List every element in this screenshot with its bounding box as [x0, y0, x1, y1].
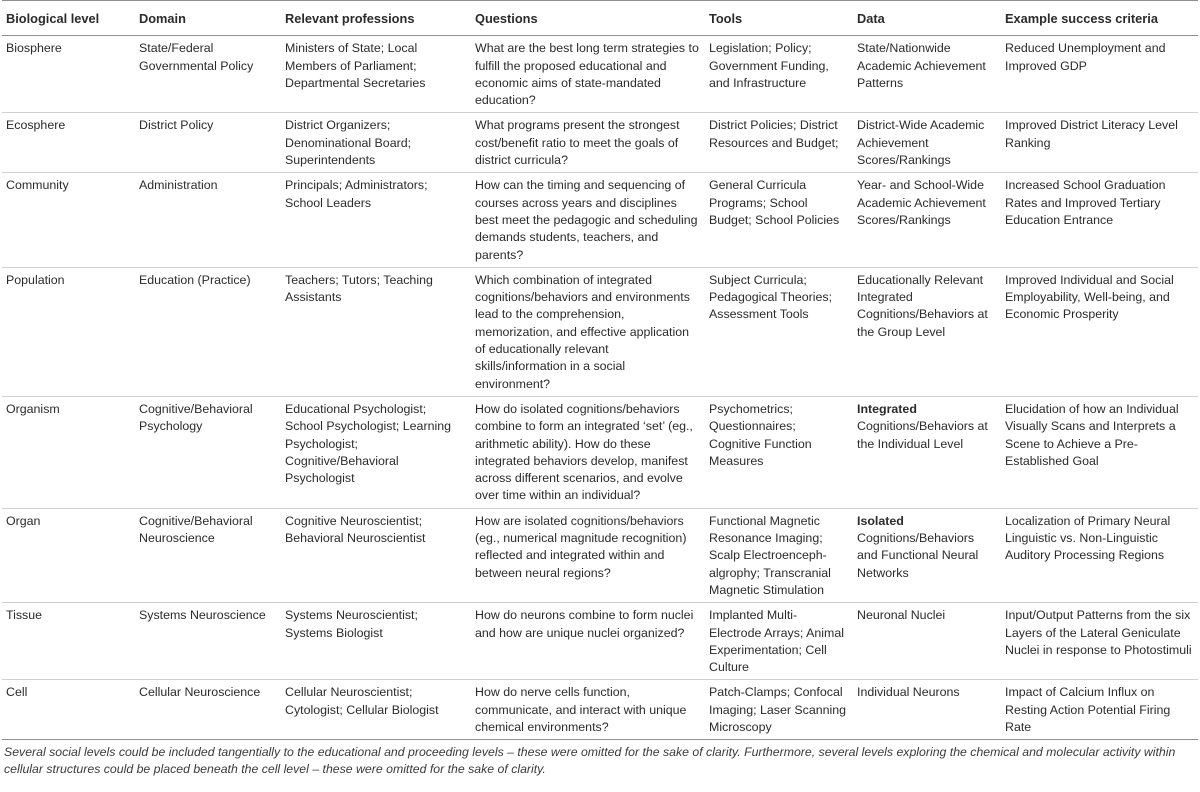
- cell-relevant-professions: Teachers; Tutors; Teaching Assistants: [281, 267, 471, 396]
- cell-tools: Subject Curricula; Pedagogical Theories; Assessment Tools: [705, 267, 853, 396]
- header-relevant-professions: Relevant professions: [281, 1, 471, 36]
- cell-questions: How do isolated cognitions/behaviors combine to form an integrated ‘set’ (eg., arithmetic ability). How do these integrated behaviors develop, manifest across different scenarios, and evolve over time within an individual?: [471, 396, 705, 508]
- cell-tools: District Policies; District Resources and Budget;: [705, 113, 853, 173]
- header-biological-level: Biological level: [2, 1, 135, 36]
- cell-example-success-criteria: Improved Individual and Social Employability, Well-being, and Economic Prosperity: [1001, 267, 1198, 396]
- cell-biological-level: Organ: [2, 508, 135, 602]
- cell-relevant-professions: Principals; Administrators; School Leaders: [281, 173, 471, 267]
- data-text: State/Nationwide Academic Achievement Patterns: [857, 41, 986, 90]
- table-row: [2, 267, 1198, 396]
- cell-tools: Legislation; Policy; Government Funding, and Infrastructure: [705, 36, 853, 113]
- cell-domain: State/Federal Governmental Policy: [135, 36, 281, 113]
- header-example-success-criteria: Example success criteria: [1001, 1, 1198, 36]
- cell-biological-level: Cell: [2, 680, 135, 740]
- cell-example-success-criteria: Improved District Literacy Level Ranking: [1001, 113, 1198, 173]
- table-row: [2, 508, 1198, 602]
- table-body: [2, 36, 1198, 740]
- cell-tools: Implanted Multi-Electrode Arrays; Animal Experimentation; Cell Culture: [705, 603, 853, 680]
- cell-relevant-professions: Cellular Neuroscientist; Cytologist; Cellular Biologist: [281, 680, 471, 740]
- cell-questions: How do neurons combine to form nuclei and how are unique nuclei organized?: [471, 603, 705, 680]
- header-data: Data: [853, 1, 1001, 36]
- cell-data: [853, 113, 1001, 173]
- table-row: [2, 113, 1198, 173]
- header-row: [2, 1, 1198, 36]
- biological-levels-table: [2, 0, 1198, 740]
- cell-example-success-criteria: Increased School Graduation Rates and Improved Tertiary Education Entrance: [1001, 173, 1198, 267]
- cell-biological-level: Biosphere: [2, 36, 135, 113]
- cell-tools: Patch-Clamps; Confocal Imaging; Laser Scanning Microscopy: [705, 680, 853, 740]
- data-text: District-Wide Academic Achievement Scores/Rankings: [857, 118, 985, 168]
- cell-biological-level: Population: [2, 267, 135, 396]
- cell-example-success-criteria: Reduced Unemployment and Improved GDP: [1001, 36, 1198, 113]
- cell-example-success-criteria: Elucidation of how an Individual Visually Scans and Interprets a Scene to Achieve a Pre-Established Goal: [1001, 396, 1198, 508]
- table-row: [2, 396, 1198, 508]
- data-text: Neuronal Nuclei: [857, 608, 946, 623]
- cell-relevant-professions: Cognitive Neuroscientist; Behavioral Neuroscientist: [281, 508, 471, 602]
- cell-tools: General Curricula Programs; School Budget; School Policies: [705, 173, 853, 267]
- table-footnote: Several social levels could be included tangentially to the educational and proceeding levels – these were omitted for the sake of clarity. Furthermore, several levels exploring the chemical and molecular activity within cellular structures could be placed beneath the cell level – these were omitted for the sake of clarity.: [4, 745, 1176, 777]
- cell-relevant-professions: Educational Psychologist; School Psychologist; Learning Psychologist; Cognitive/Behavioral Psychologist: [281, 396, 471, 508]
- header-tools: Tools: [705, 1, 853, 36]
- cell-example-success-criteria: Impact of Calcium Influx on Resting Action Potential Firing Rate: [1001, 680, 1198, 740]
- data-text: Cognitions/Behaviors at the Individual Level: [857, 419, 988, 451]
- cell-domain: District Policy: [135, 113, 281, 173]
- cell-data: [853, 36, 1001, 113]
- table-row: [2, 173, 1198, 267]
- cell-domain: Education (Practice): [135, 267, 281, 396]
- header-domain: Domain: [135, 1, 281, 36]
- cell-example-success-criteria: Localization of Primary Neural Linguistic vs. Non-Linguistic Auditory Processing Regions: [1001, 508, 1198, 602]
- table-row: [2, 680, 1198, 740]
- data-emphasis: Integrated: [857, 401, 917, 416]
- cell-biological-level: Tissue: [2, 603, 135, 680]
- data-emphasis: Isolated: [857, 513, 904, 528]
- cell-biological-level: Organism: [2, 396, 135, 508]
- cell-questions: Which combination of integrated cognitions/behaviors and environments lead to the comprehension, memorization, and effective application of educationally relevant skills/information in a social environment?: [471, 267, 705, 396]
- cell-questions: What programs present the strongest cost/benefit ratio to meet the goals of district curricula?: [471, 113, 705, 173]
- table-row: [2, 36, 1198, 113]
- cell-biological-level: Community: [2, 173, 135, 267]
- cell-tools: Functional Magnetic Resonance Imaging; Scalp Electroenceph-algrophy; Transcranial Magnetic Stimulation: [705, 508, 853, 602]
- cell-relevant-professions: Ministers of State; Local Members of Parliament; Departmental Secretaries: [281, 36, 471, 113]
- data-text: Year- and School-Wide Academic Achievement Scores/Rankings: [857, 178, 986, 227]
- cell-data: [853, 396, 1001, 508]
- cell-domain: Cellular Neuroscience: [135, 680, 281, 740]
- table-row: [2, 603, 1198, 680]
- cell-data: [853, 173, 1001, 267]
- data-text: Individual Neurons: [857, 685, 960, 700]
- data-text: Cognitions/Behaviors and Functional Neural Networks: [857, 531, 979, 580]
- cell-tools: Psychometrics; Questionnaires; Cognitive Function Measures: [705, 396, 853, 508]
- cell-relevant-professions: Systems Neuroscientist; Systems Biologist: [281, 603, 471, 680]
- table-header: [2, 1, 1198, 36]
- cell-questions: How do nerve cells function, communicate, and interact with unique chemical environments?: [471, 680, 705, 740]
- cell-questions: What are the best long term strategies to fulfill the proposed educational and economic aims of state-mandated education?: [471, 36, 705, 113]
- cell-domain: Cognitive/Behavioral Psychology: [135, 396, 281, 508]
- cell-data: [853, 603, 1001, 680]
- cell-domain: Administration: [135, 173, 281, 267]
- cell-domain: Systems Neuroscience: [135, 603, 281, 680]
- cell-questions: How are isolated cognitions/behaviors (eg., numerical magnitude recognition) reflected and integrated within and between neural regions?: [471, 508, 705, 602]
- header-questions: Questions: [471, 1, 705, 36]
- cell-relevant-professions: District Organizers; Denominational Board; Superintendents: [281, 113, 471, 173]
- cell-domain: Cognitive/Behavioral Neuroscience: [135, 508, 281, 602]
- cell-data: [853, 680, 1001, 740]
- cell-data: [853, 267, 1001, 396]
- cell-questions: How can the timing and sequencing of courses across years and disciplines best meet the pedagogic and scheduling demands students, teachers, and parents?: [471, 173, 705, 267]
- cell-biological-level: Ecosphere: [2, 113, 135, 173]
- data-text: Educationally Relevant Integrated Cognitions/Behaviors at the Group Level: [857, 272, 988, 339]
- cell-data: [853, 508, 1001, 602]
- cell-example-success-criteria: Input/Output Patterns from the six Layers of the Lateral Geniculate Nuclei in response to Photostimuli: [1001, 603, 1198, 680]
